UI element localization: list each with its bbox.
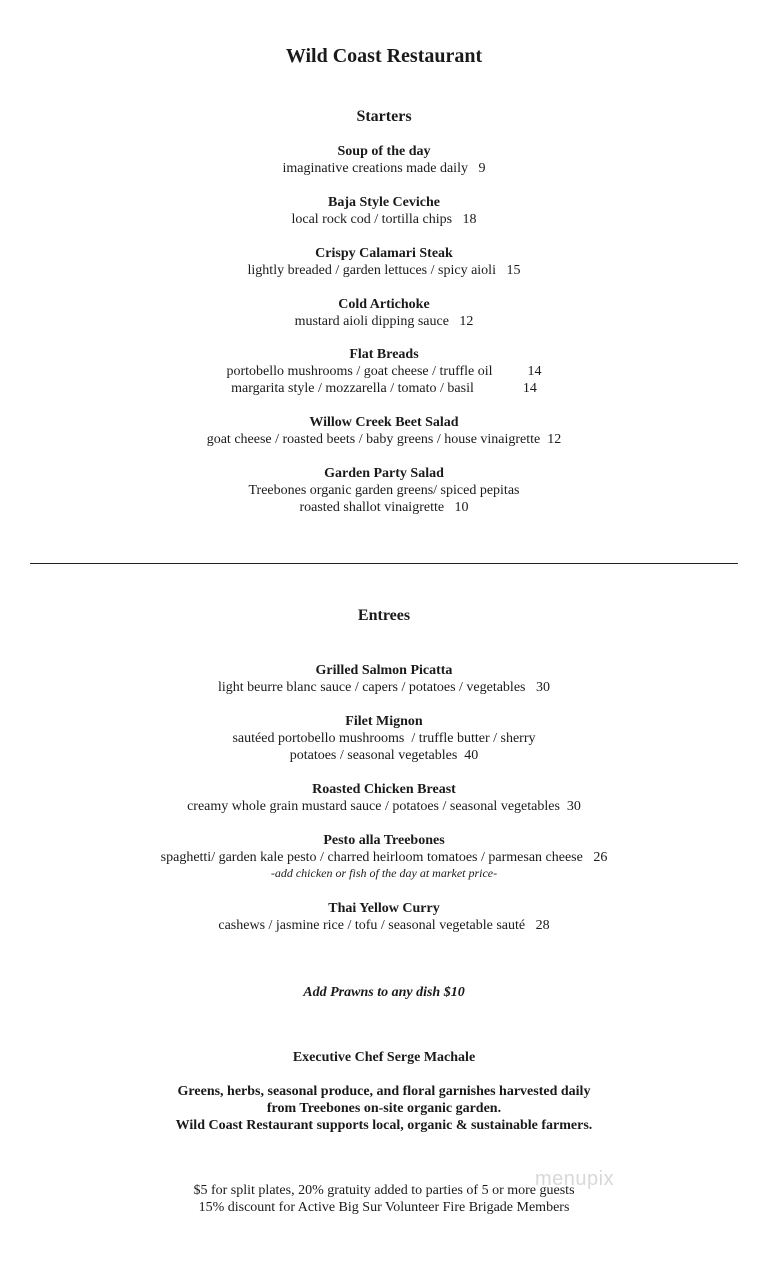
item-description: goat cheese / roasted beets / baby greens / house vinaigrette 12: [206, 432, 562, 447]
menupix-watermark: menupix: [535, 1168, 615, 1190]
menu-item: [0, 713, 768, 764]
menu-item: [0, 194, 768, 228]
entrees-heading: Entrees: [357, 607, 411, 624]
menu-item: [0, 465, 768, 516]
section-divider: [30, 563, 738, 564]
item-description: portobello mushrooms / goat cheese / truffle oil 14: [226, 364, 542, 379]
add-prawns-note: Add Prawns to any dish $10: [303, 985, 465, 1000]
item-name: Flat Breads: [349, 347, 419, 362]
menu-item: [0, 346, 768, 397]
item-name: Baja Style Ceviche: [328, 195, 440, 210]
garden-note-line: Greens, herbs, seasonal produce, and floral garnishes harvested daily: [177, 1084, 591, 1099]
executive-chef: Executive Chef Serge Machale: [292, 1050, 476, 1065]
item-description: roasted shallot vinaigrette 10: [299, 500, 469, 515]
item-description: local rock cod / tortilla chips 18: [291, 212, 477, 227]
garden-note: [0, 1083, 768, 1134]
item-description: imaginative creations made daily 9: [282, 161, 486, 176]
footer-line: 15% discount for Active Big Sur Volunteer Fire Brigade Members: [198, 1200, 570, 1215]
item-description: light beurre blanc sauce / capers / potatoes / vegetables 30: [218, 680, 550, 695]
item-note: -add chicken or fish of the day at market price-: [270, 866, 498, 880]
starters-heading: Starters: [356, 108, 412, 125]
menu-item: [0, 245, 768, 279]
item-description: cashews / jasmine rice / tofu / seasonal vegetable sauté 28: [218, 918, 550, 933]
item-description: lightly breaded / garden lettuces / spicy aioli 15: [247, 263, 521, 278]
item-name: Thai Yellow Curry: [328, 901, 440, 916]
item-name: Pesto alla Treebones: [323, 833, 445, 848]
item-description: potatoes / seasonal vegetables 40: [289, 748, 479, 763]
menu-item: [0, 662, 768, 696]
menu-item: [0, 143, 768, 177]
item-name: Grilled Salmon Picatta: [315, 663, 453, 678]
item-name: Cold Artichoke: [338, 297, 430, 312]
garden-note-line: Wild Coast Restaurant supports local, organic & sustainable farmers.: [175, 1118, 593, 1133]
menu-item: [0, 296, 768, 330]
item-description: spaghetti/ garden kale pesto / charred heirloom tomatoes / parmesan cheese 26: [160, 850, 608, 865]
garden-note-line: from Treebones on-site organic garden.: [266, 1101, 502, 1116]
footer-policies: [0, 1182, 768, 1216]
item-description: mustard aioli dipping sauce 12: [294, 314, 474, 329]
item-description: margarita style / mozzarella / tomato / basil 14: [231, 381, 537, 396]
item-name: Filet Mignon: [345, 714, 423, 729]
menu-item: [0, 414, 768, 448]
item-description: sautéed portobello mushrooms / truffle butter / sherry: [232, 731, 536, 746]
item-description: Treebones organic garden greens/ spiced pepitas: [248, 483, 520, 498]
menu-item: [0, 832, 768, 881]
item-name: Crispy Calamari Steak: [315, 246, 453, 261]
item-name: Soup of the day: [337, 144, 431, 159]
footer-line: $5 for split plates, 20% gratuity added to parties of 5 or more guests: [193, 1183, 575, 1198]
menu-item: [0, 781, 768, 815]
item-name: Garden Party Salad: [324, 466, 444, 481]
menu-item: [0, 900, 768, 934]
item-description: creamy whole grain mustard sauce / potatoes / seasonal vegetables 30: [187, 799, 581, 814]
item-name: Roasted Chicken Breast: [312, 782, 456, 797]
restaurant-title: Wild Coast Restaurant: [285, 45, 483, 67]
item-name: Willow Creek Beet Salad: [309, 415, 459, 430]
